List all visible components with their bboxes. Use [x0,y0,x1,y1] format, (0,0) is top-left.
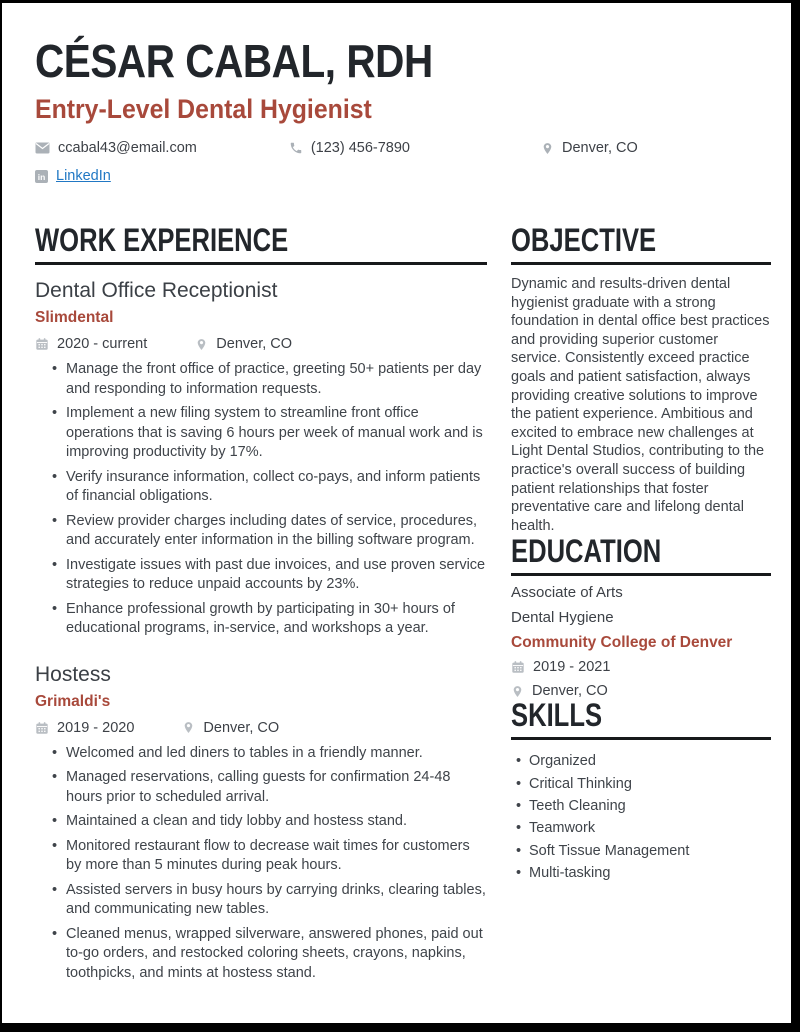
job-dates-text: 2020 - current [57,336,148,353]
job-bullet-list [35,744,487,984]
phone-icon [289,141,303,155]
person-name [35,37,762,87]
education-dates [511,659,771,675]
resume-header [35,37,762,184]
education-school: Community College of Denver [511,634,733,652]
contact-phone [289,140,410,156]
job-target-title [35,93,762,125]
contact-email [35,140,197,156]
skills-heading [511,699,771,740]
company-name: Grimaldi's [35,692,111,710]
linkedin-link[interactable]: LinkedIn [56,168,111,185]
envelope-icon [35,142,50,154]
job-bullet: • Monitored restaurant flow to decrease wait times for customers by more than 5 minutes during peak hours. [66,837,487,876]
skill-item: • Critical Thinking [529,773,771,795]
education-entry [511,584,771,699]
skill-item: • Soft Tissue Management [529,840,771,862]
skills-list [511,750,771,884]
job-bullet: • Verify insurance information, collect co-pays, and inform patients of financial obligations. [66,468,487,507]
calendar-icon [35,721,49,735]
job-bullet: • Welcomed and led diners to tables in a friendly manner. [66,744,487,764]
svg-text:in: in [37,171,46,182]
job-entry-2 [35,663,487,984]
job-bullet: • Review provider charges including dates of service, procedures, and accurately enter information in the billing software program. [66,512,487,551]
job-dates-text: 2019 - 2020 [57,719,135,736]
columns [35,222,770,988]
job-bullet-list [35,360,487,639]
job-bullet: • Implement a new filing system to streamline front office operations that is saving 6 hours per week of manual work and is improving productivity by 17%. [66,404,487,463]
education-dates-text: 2019 - 2021 [533,659,611,676]
phone-text: (123) 456-7890 [310,140,411,157]
skills-heading-text: SKILLS [511,697,603,734]
job-bullet: • Manage the front office of practice, greeting 50+ patients per day and responding to information requests. [66,360,487,399]
job-location-text: Denver, CO [203,719,280,736]
contact-row [35,140,762,156]
job-meta-row [35,720,487,736]
location-pin-icon [541,141,554,156]
job-bullet: • Enhance professional growth by participating in 30+ hours of educational programs, in-service, and workshops a year. [66,600,487,639]
job-meta-row [35,336,487,352]
job-location-text: Denver, CO [216,336,293,353]
education-field: Dental Hygiene [511,609,614,627]
education-heading-text: EDUCATION [511,533,662,570]
job-title: Hostess [35,662,111,686]
right-column [511,224,771,988]
calendar-icon [511,660,525,674]
left-column [35,224,487,988]
skill-item: • Multi-tasking [529,862,771,884]
objective-heading-text: OBJECTIVE [511,222,657,259]
job-bullet: • Investigate issues with past due invoices, and use proven service strategies to reduce unpaid accounts by 23%. [66,556,487,595]
job-bullet: • Managed reservations, calling guests for confirmation 24-48 hours prior to scheduled arrival. [66,768,487,807]
job-title: Dental Office Receptionist [35,279,278,303]
education-location-text: Denver, CO [532,683,608,700]
job-entry-1 [35,279,487,639]
calendar-icon [35,337,49,351]
job-target-title-text: Entry-Level Dental Hygienist [35,93,372,124]
job-location [182,720,279,736]
objective-text: Dynamic and results-driven dental hygienist graduate with a strong foundation in dental office best practices and providing superior customer service. Consistently exceed practice goals and patient satisfaction, always providing creative solutions to improve the patient experience. Ambitious and excited to embrace new challenges at Light Dental Studios, contributing to the practice's overall success of building patient relationships that foster preventative care and lifelong dental health. [511,276,770,534]
person-name-text: CÉSAR CABAL, RDH [35,35,433,87]
skill-item: • Organized [529,750,771,772]
job-dates [35,336,147,352]
job-location [195,336,292,352]
work-experience-heading [35,224,487,265]
job-bullet: • Maintained a clean and tidy lobby and hostess stand. [66,812,487,832]
linkedin-row [35,168,762,184]
company-name: Slimdental [35,309,114,327]
job-bullet: • Cleaned menus, wrapped silverware, answered phones, paid out to-go orders, and restocked coloring sheets, crayons, napkins, toothpicks, and mints at hostess stand. [66,925,487,984]
location-text: Denver, CO [562,140,638,157]
email-text: ccabal43@email.com [58,140,197,157]
linkedin-icon [35,170,48,183]
contact-location [541,140,638,156]
location-pin-icon [182,720,195,735]
education-degree: Associate of Arts [511,584,623,602]
job-bullet: • Assisted servers in busy hours by carrying drinks, clearing tables, and communicating new tables. [66,881,487,920]
objective-heading [511,224,771,265]
skill-item: • Teamwork [529,817,771,839]
location-pin-icon [195,337,208,352]
job-dates [35,720,134,736]
work-experience-heading-text: WORK EXPERIENCE [35,222,289,259]
education-heading [511,535,771,576]
skill-item: • Teeth Cleaning [529,795,771,817]
